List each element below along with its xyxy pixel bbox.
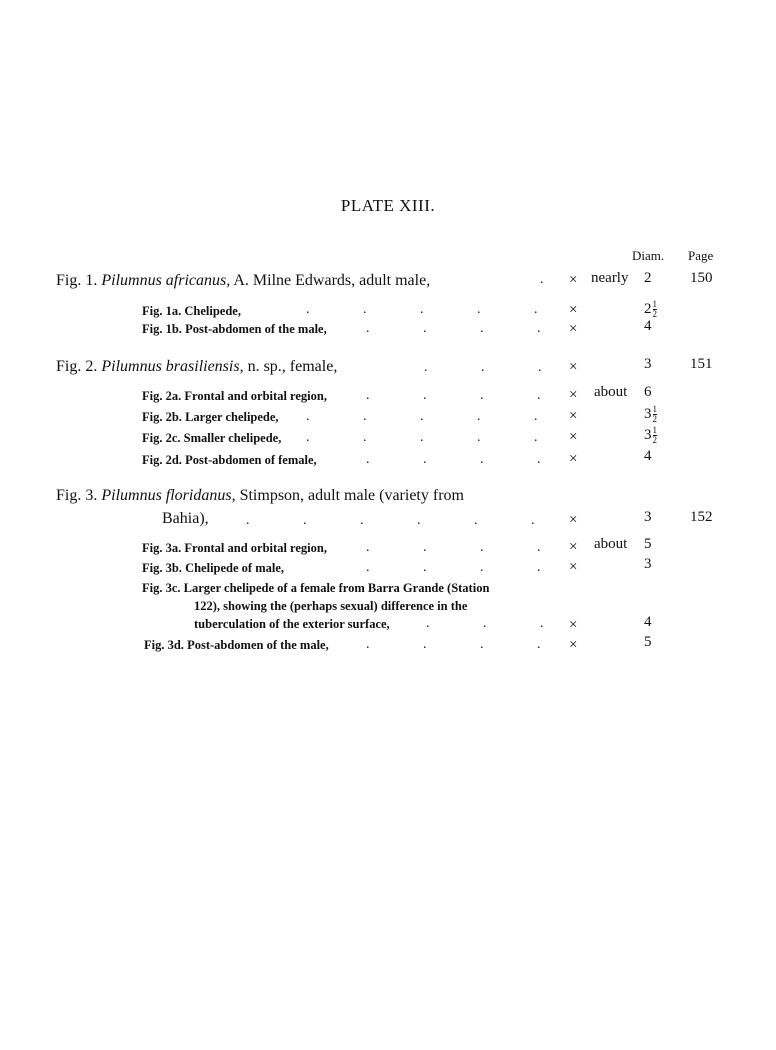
magnification-value: 5 (644, 536, 652, 552)
diam-column-header: Diam. (632, 248, 665, 263)
leader-dots: . . . . (366, 452, 541, 467)
fig-label: Fig. 2. (56, 358, 98, 375)
species-description: n. sp., female, (247, 358, 338, 375)
figure-description: Post-abdomen of the male, (187, 638, 329, 652)
fig-3c-description-line-2: 122), showing the (perhaps sexual) difference in the (194, 599, 468, 613)
times-symbol: × (569, 408, 578, 424)
fig-3c-row (142, 581, 489, 596)
magnification-value: 3 (644, 509, 652, 525)
times-symbol: × (569, 559, 578, 575)
times-symbol: × (569, 451, 578, 467)
species-description: A. Milne Edwards, adult male, (233, 272, 431, 289)
fig-label: Fig. 1. (56, 272, 98, 289)
figure-description: Chelipede, (184, 304, 241, 318)
magnification-value: 4 (644, 614, 652, 630)
leader-dots: . . . . . (306, 302, 538, 317)
page-number: 151 (690, 356, 713, 372)
fig-2b-row (142, 410, 279, 425)
fig-3c-description-line-3: tuberculation of the exterior surface, (194, 617, 390, 631)
times-symbol: × (569, 321, 578, 337)
fig-2d-row (142, 453, 317, 468)
leader-dots: . . . . (366, 388, 541, 403)
magnification-value: 5 (644, 634, 652, 650)
species-name: Pilumnus africanus, (101, 272, 231, 289)
fig-label: Fig. 2d. (142, 453, 182, 467)
magnification-value: 3 (644, 356, 652, 372)
times-symbol: × (569, 302, 578, 318)
figure-description: Frontal and orbital region, (184, 541, 327, 555)
times-symbol: × (569, 637, 578, 653)
fig-label: Fig. 3. (56, 487, 98, 504)
species-description: Stimpson, adult male (variety from (239, 487, 464, 504)
magnification-value: 3 $\frac{1}{2}$ (644, 425, 657, 445)
figure-description: Chelipede of male, (185, 561, 285, 575)
fig-label: Fig. 3c. (142, 581, 181, 595)
plate-title: PLATE XIII. (340, 196, 436, 215)
fig-1-row (56, 272, 430, 290)
fig-3d-row (144, 638, 329, 653)
fig-2c-row (142, 431, 281, 446)
magnification-qualifier: about (594, 536, 628, 552)
fig-label: Fig. 2c. (142, 431, 181, 445)
times-symbol: × (569, 617, 578, 633)
figure-description: Post-abdomen of the male, (185, 322, 327, 336)
fig-label: Fig. 1a. (142, 304, 182, 318)
times-symbol: × (569, 539, 578, 555)
magnification-value: 4 (644, 318, 652, 334)
figure-description: Larger chelipede, (185, 410, 279, 424)
fig-3-row (56, 487, 464, 505)
leader-dots: . . . . (366, 560, 541, 575)
fig-1b-row (142, 322, 327, 337)
fig-3a-row (142, 541, 327, 556)
times-symbol: × (569, 387, 578, 403)
figure-description: Larger chelipede of a female from Barra Grande (Station (183, 581, 490, 595)
leader-dots: . . . (426, 616, 544, 631)
leader-dots: . . . . (366, 637, 541, 652)
fig-2-row (56, 358, 337, 376)
fig-label: Fig. 2b. (142, 410, 182, 424)
figure-description: Smaller chelipede, (183, 431, 282, 445)
times-symbol: × (569, 272, 578, 288)
magnification-value: 2 $\frac{1}{2}$ (644, 299, 657, 319)
page-number: 152 (690, 509, 713, 525)
magnification-qualifier: about (594, 384, 628, 400)
leader-dots: . . . . . (306, 409, 538, 424)
magnification-value: 2 (644, 270, 652, 286)
fig-3b-row (142, 561, 284, 576)
fig-2a-row (142, 389, 327, 404)
fig-label: Fig. 2a. (142, 389, 182, 403)
leader-dot: . (540, 272, 544, 287)
species-name: Pilumnus floridanus, (101, 487, 236, 504)
fig-1a-row (142, 304, 241, 319)
times-symbol: × (569, 359, 578, 375)
fig-3-continuation: Bahia), (162, 510, 209, 527)
times-symbol: × (569, 429, 578, 445)
magnification-value: 6 (644, 384, 652, 400)
figure-description: Frontal and orbital region, (184, 389, 327, 403)
magnification-qualifier: nearly (591, 270, 629, 286)
magnification-value: 3 (644, 556, 652, 572)
fig-label: Fig. 3d. (144, 638, 184, 652)
fig-label: Fig. 1b. (142, 322, 182, 336)
leader-dots: . . . . . . (246, 513, 535, 528)
fig-label: Fig. 3a. (142, 541, 182, 555)
figure-description: Post-abdomen of female, (185, 453, 317, 467)
species-name: Pilumnus brasiliensis, (101, 358, 244, 375)
page-column-header: Page (688, 248, 714, 263)
fig-label: Fig. 3b. (142, 561, 182, 575)
times-symbol: × (569, 512, 578, 528)
leader-dots: . . . (424, 360, 542, 375)
page-number: 150 (690, 270, 713, 286)
leader-dots: . . . . (366, 321, 541, 336)
leader-dots: . . . . (366, 540, 541, 555)
magnification-value: 4 (644, 448, 652, 464)
magnification-value: 3 $\frac{1}{2}$ (644, 404, 657, 424)
leader-dots: . . . . . (306, 430, 538, 445)
